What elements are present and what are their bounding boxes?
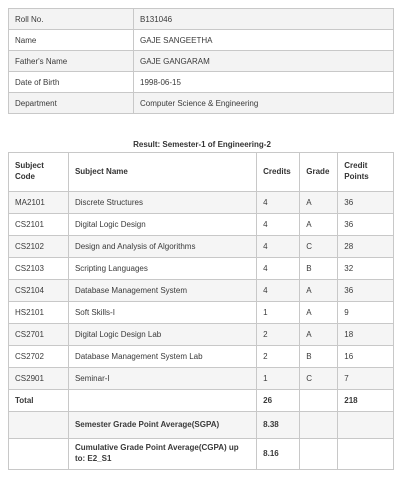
results-table (8, 152, 394, 470)
info-value: 1998-06-15 (134, 72, 394, 93)
subject-credit-points: 36 (338, 192, 394, 214)
subject-grade: A (300, 302, 338, 324)
sgpa-row (9, 412, 394, 439)
info-label: Father's Name (9, 51, 134, 72)
subject-grade: A (300, 324, 338, 346)
subject-credit-points: 36 (338, 280, 394, 302)
info-value: Computer Science & Engineering (134, 93, 394, 114)
subject-grade: A (300, 214, 338, 236)
cgpa-empty-grade (300, 439, 338, 470)
cgpa-empty (9, 439, 69, 470)
info-label: Date of Birth (9, 72, 134, 93)
subject-grade: A (300, 192, 338, 214)
subject-name: Soft Skills-I (68, 302, 256, 324)
subject-name: Digital Logic Design (68, 214, 256, 236)
subject-code: CS2101 (9, 214, 69, 236)
sgpa-label: Semester Grade Point Average(SGPA) (68, 412, 256, 439)
student-info-table (8, 8, 394, 114)
results-header-row (9, 153, 394, 192)
subject-code: CS2102 (9, 236, 69, 258)
cgpa-label: Cumulative Grade Point Average(CGPA) up to: E2_S1 (68, 439, 256, 470)
info-label: Roll No. (9, 9, 134, 30)
subject-grade: B (300, 346, 338, 368)
subject-credits: 4 (257, 236, 300, 258)
subject-code: CS2104 (9, 280, 69, 302)
total-row (9, 390, 394, 412)
subject-credits: 4 (257, 258, 300, 280)
student-info-row (9, 30, 394, 51)
subject-grade: C (300, 236, 338, 258)
cgpa-value: 8.16 (257, 439, 300, 470)
results-body (9, 153, 394, 470)
student-info-row (9, 93, 394, 114)
subject-name: Database Management System Lab (68, 346, 256, 368)
subject-credit-points: 7 (338, 368, 394, 390)
total-grade-empty (300, 390, 338, 412)
header-subject-name: Subject Name (68, 153, 256, 192)
subject-credit-points: 9 (338, 302, 394, 324)
subject-credit-points: 18 (338, 324, 394, 346)
student-info-body (9, 9, 394, 114)
info-value: GAJE SANGEETHA (134, 30, 394, 51)
subject-credit-points: 36 (338, 214, 394, 236)
result-title: Result: Semester-1 of Engineering-2 (133, 140, 271, 149)
subject-name: Design and Analysis of Algorithms (68, 236, 256, 258)
subject-credit-points: 16 (338, 346, 394, 368)
student-info-row (9, 72, 394, 93)
sgpa-value: 8.38 (257, 412, 300, 439)
total-empty (68, 390, 256, 412)
header-credit-points: Credit Points (338, 153, 394, 192)
sgpa-empty-grade (300, 412, 338, 439)
subject-credit-points: 32 (338, 258, 394, 280)
subject-credits: 4 (257, 280, 300, 302)
cgpa-row (9, 439, 394, 470)
info-label: Department (9, 93, 134, 114)
subject-row (9, 214, 394, 236)
subject-name: Digital Logic Design Lab (68, 324, 256, 346)
subject-grade: C (300, 368, 338, 390)
header-grade: Grade (300, 153, 338, 192)
subject-grade: A (300, 280, 338, 302)
info-value: B131046 (134, 9, 394, 30)
header-subject-code: Subject Code (9, 153, 69, 192)
subject-grade: B (300, 258, 338, 280)
subject-name: Seminar-I (68, 368, 256, 390)
subject-code: MA2101 (9, 192, 69, 214)
subject-row (9, 280, 394, 302)
info-label: Name (9, 30, 134, 51)
subject-row (9, 192, 394, 214)
subject-credits: 4 (257, 214, 300, 236)
sgpa-empty (9, 412, 69, 439)
subject-name: Database Management System (68, 280, 256, 302)
subject-code: CS2103 (9, 258, 69, 280)
subject-name: Scripting Languages (68, 258, 256, 280)
total-credit-points: 218 (338, 390, 394, 412)
sgpa-empty-points (338, 412, 394, 439)
info-value: GAJE GANGARAM (134, 51, 394, 72)
subject-credits: 4 (257, 192, 300, 214)
subject-row (9, 302, 394, 324)
subject-row (9, 324, 394, 346)
header-credits: Credits (257, 153, 300, 192)
subject-row (9, 258, 394, 280)
subject-code: CS2702 (9, 346, 69, 368)
subject-row (9, 368, 394, 390)
subject-credits: 2 (257, 324, 300, 346)
subject-credits: 1 (257, 302, 300, 324)
total-label: Total (9, 390, 69, 412)
subject-credits: 2 (257, 346, 300, 368)
total-credits: 26 (257, 390, 300, 412)
subject-name: Discrete Structures (68, 192, 256, 214)
student-info-row (9, 9, 394, 30)
cgpa-empty-points (338, 439, 394, 470)
subject-credits: 1 (257, 368, 300, 390)
subject-code: CS2901 (9, 368, 69, 390)
subject-code: HS2101 (9, 302, 69, 324)
student-info-row (9, 51, 394, 72)
subject-row (9, 236, 394, 258)
subject-credit-points: 28 (338, 236, 394, 258)
subject-row (9, 346, 394, 368)
subject-code: CS2701 (9, 324, 69, 346)
